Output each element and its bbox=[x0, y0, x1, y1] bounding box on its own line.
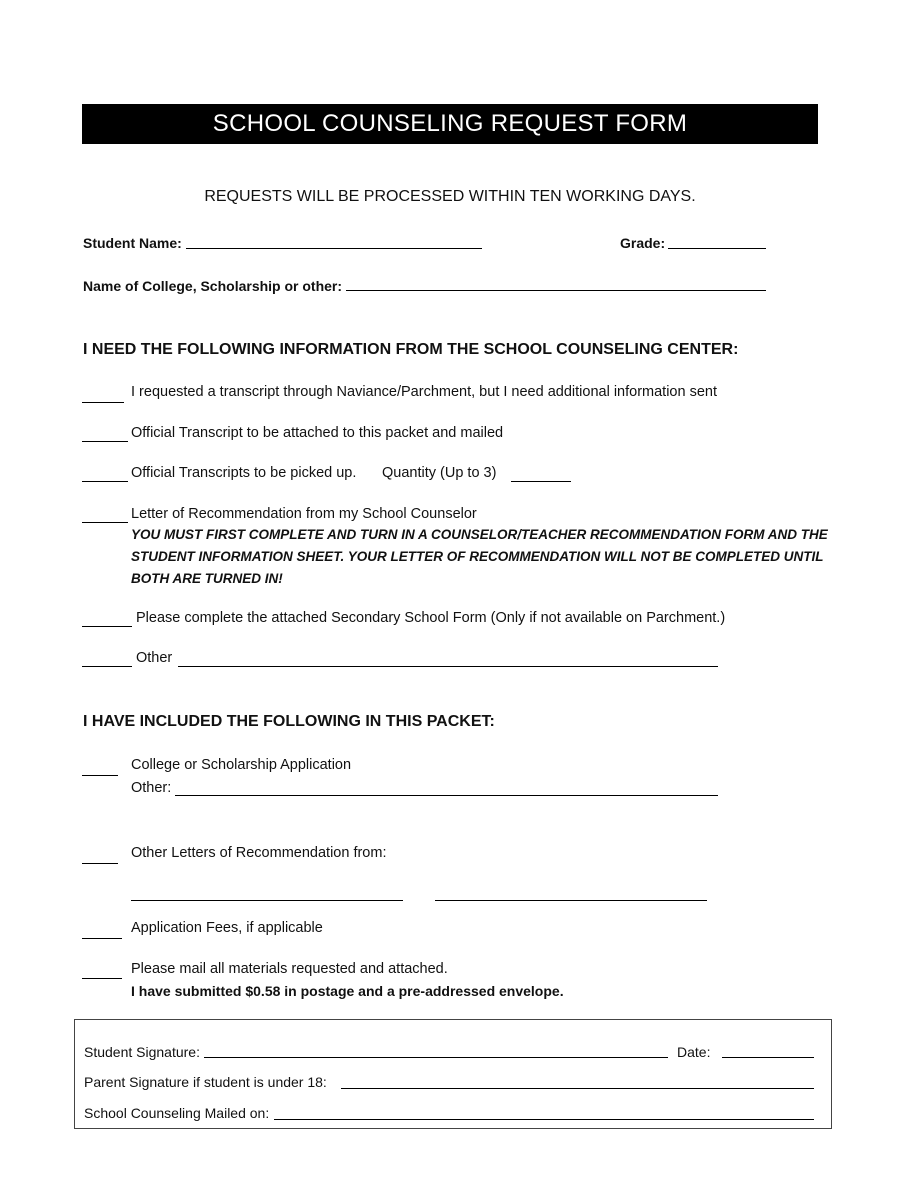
option-transcript-additional: I requested a transcript through Naviance/Parchment, but I need additional information sent bbox=[131, 384, 717, 400]
letters-from-field-1[interactable] bbox=[131, 900, 403, 901]
student-name-field[interactable] bbox=[186, 248, 482, 249]
checkbox-line-mail[interactable] bbox=[82, 978, 122, 979]
college-field[interactable] bbox=[346, 290, 766, 291]
parent-signature-field[interactable] bbox=[341, 1088, 814, 1089]
checkbox-line-official-mailed[interactable] bbox=[82, 441, 128, 442]
checkbox-line-fees[interactable] bbox=[82, 938, 122, 939]
warning-line-1: YOU MUST FIRST COMPLETE AND TURN IN A COUNSELOR/TEACHER RECOMMENDATION FORM AND THE bbox=[131, 527, 828, 542]
application-other-field[interactable] bbox=[175, 795, 718, 796]
student-signature-field[interactable] bbox=[204, 1057, 668, 1058]
checkbox-line-recommendation[interactable] bbox=[82, 522, 128, 523]
grade-field[interactable] bbox=[668, 248, 766, 249]
option-mail: Please mail all materials requested and attached. bbox=[131, 961, 448, 977]
checkbox-line-other[interactable] bbox=[82, 666, 132, 667]
checkbox-line-transcript-additional[interactable] bbox=[82, 402, 124, 403]
college-label: Name of College, Scholarship or other: bbox=[83, 278, 343, 294]
checkbox-line-application[interactable] bbox=[82, 775, 118, 776]
student-signature-label: Student Signature: bbox=[84, 1044, 200, 1060]
date-label: Date: bbox=[677, 1044, 711, 1060]
application-other-label: Other: bbox=[131, 780, 172, 796]
option-recommendation: Letter of Recommendation from my School Counselor bbox=[131, 506, 477, 522]
date-field[interactable] bbox=[722, 1057, 814, 1058]
option-application: College or Scholarship Application bbox=[131, 757, 352, 773]
parent-signature-label: Parent Signature if student is under 18: bbox=[84, 1074, 327, 1090]
form-title: SCHOOL COUNSELING REQUEST FORM bbox=[82, 104, 818, 144]
checkbox-line-other-letters[interactable] bbox=[82, 863, 118, 864]
warning-line-3: BOTH ARE TURNED IN! bbox=[131, 571, 283, 586]
letters-from-field-2[interactable] bbox=[435, 900, 707, 901]
checkbox-line-secondary-form[interactable] bbox=[82, 626, 132, 627]
option-other: Other bbox=[136, 650, 173, 666]
section-included-heading: I HAVE INCLUDED THE FOLLOWING IN THIS PACKET: bbox=[83, 713, 495, 730]
option-picked-up: Official Transcripts to be picked up. bbox=[131, 465, 357, 481]
mailed-on-field[interactable] bbox=[274, 1119, 814, 1120]
section-need-heading: I NEED THE FOLLOWING INFORMATION FROM THE SCHOOL COUNSELING CENTER: bbox=[83, 341, 739, 358]
option-other-letters: Other Letters of Recommendation from: bbox=[131, 845, 387, 861]
option-secondary-form: Please complete the attached Secondary School Form (Only if not available on Parchment.) bbox=[136, 610, 726, 626]
checkbox-line-picked-up[interactable] bbox=[82, 481, 128, 482]
quantity-field[interactable] bbox=[511, 481, 571, 482]
option-fees: Application Fees, if applicable bbox=[131, 920, 323, 936]
mailed-on-label: School Counseling Mailed on: bbox=[84, 1105, 270, 1121]
postage-note: I have submitted $0.58 in postage and a pre-addressed envelope. bbox=[131, 983, 564, 999]
processing-notice: REQUESTS WILL BE PROCESSED WITHIN TEN WORKING DAYS. bbox=[204, 188, 696, 205]
student-name-label: Student Name: bbox=[83, 235, 182, 251]
quantity-label: Quantity (Up to 3) bbox=[382, 465, 497, 481]
warning-line-2: STUDENT INFORMATION SHEET. YOUR LETTER OF RECOMMENDATION WILL NOT BE COMPLETED UNTIL bbox=[131, 549, 824, 564]
grade-label: Grade: bbox=[620, 235, 666, 251]
other-field[interactable] bbox=[178, 666, 718, 667]
option-official-mailed: Official Transcript to be attached to this packet and mailed bbox=[131, 425, 504, 441]
